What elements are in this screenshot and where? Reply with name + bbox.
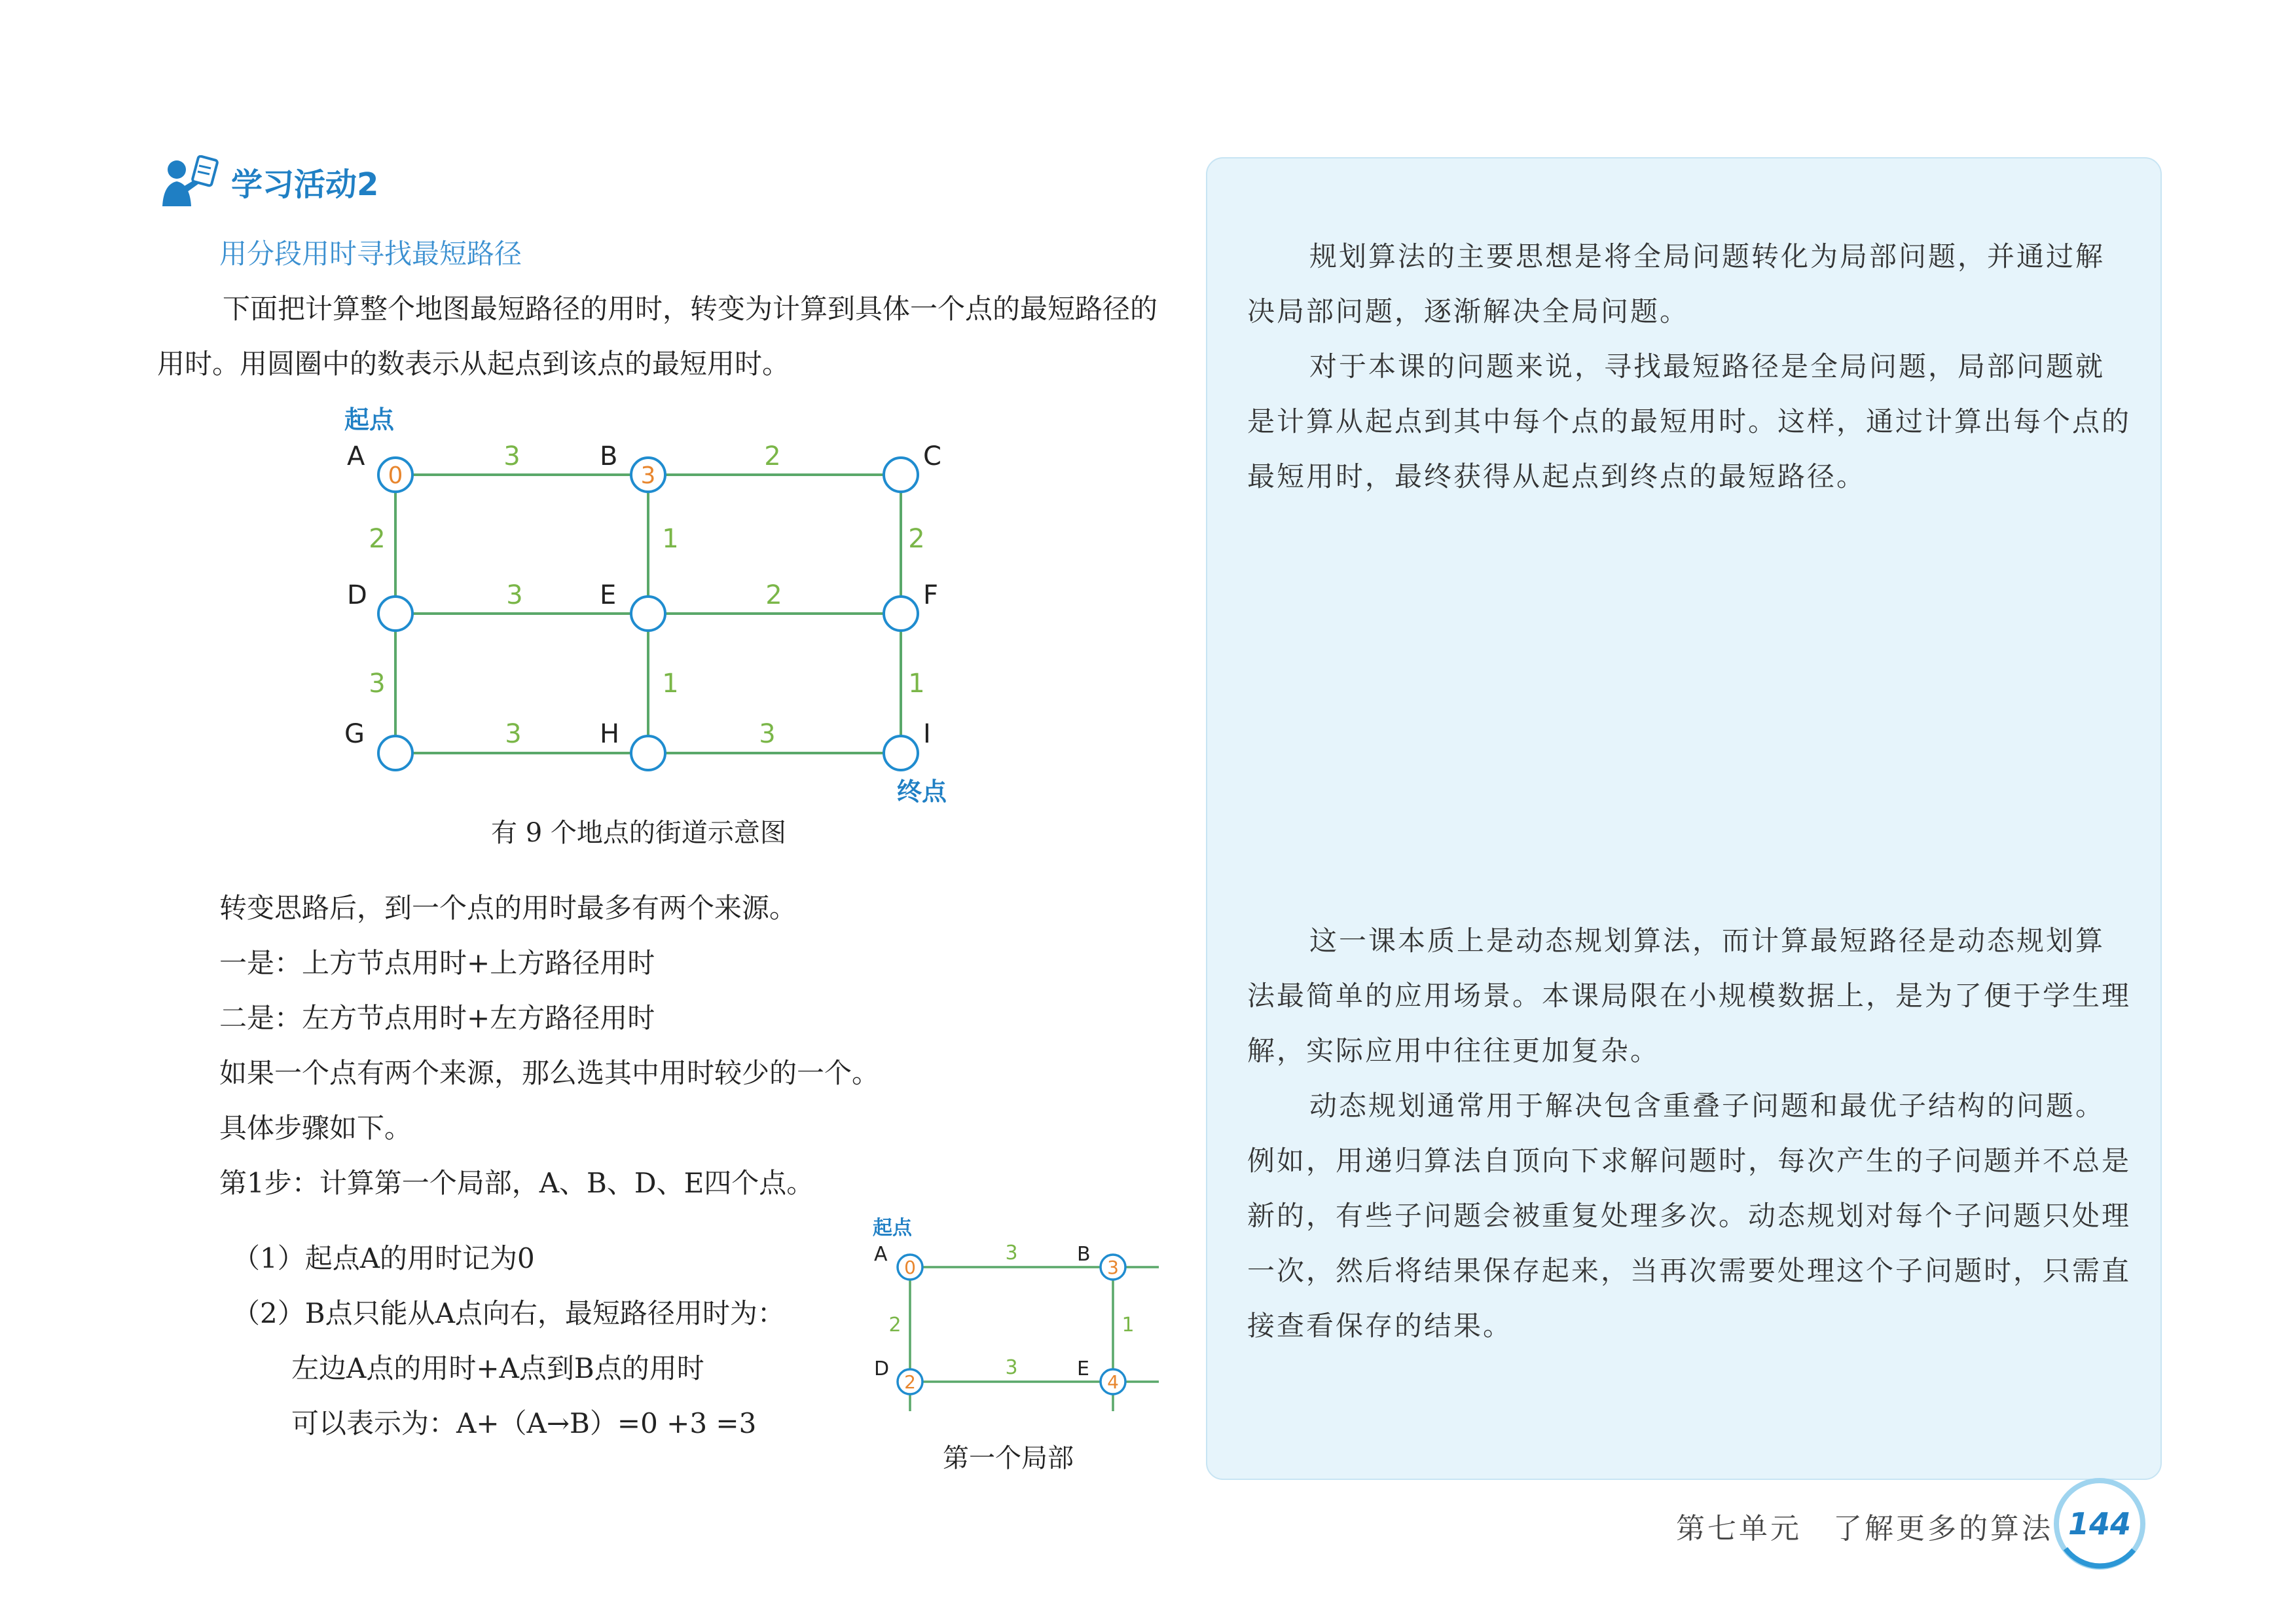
node-h — [631, 736, 665, 770]
sidebar-paragraph-4: 动态规划通常用于解决包含重叠子问题和最优子结构的问题。例如，用递归算法自顶向下求解问题时，每次产生的子问题并不总是新的，有些子问题会被重复处理多次。动态规划对每个子问题只处理一次，然后将结果保存起来，当再次需要处理这个子问题时，只需直接查看保存的结果。 — [1247, 1090, 2132, 1342]
weight-fi: 1 — [908, 669, 925, 699]
line-3: 二是：左方节点用时+左方路径用时 — [219, 1002, 655, 1034]
small-node-e-value: 4 — [1107, 1371, 1119, 1393]
start-label: 起点 — [344, 405, 395, 434]
small-weight-be: 1 — [1121, 1314, 1135, 1337]
node-i-label: I — [923, 719, 931, 749]
weight-hi: 3 — [759, 719, 776, 749]
step-2-formula: 可以表示为：A+（A→B）=0 +3 =3 — [291, 1407, 757, 1439]
partial-map-diagram — [867, 1215, 1169, 1431]
weight-ef: 2 — [765, 580, 782, 610]
line-6: 第1步：计算第一个局部，A、B、D、E四个点。 — [219, 1167, 814, 1199]
small-node-e-label: E — [1077, 1357, 1089, 1380]
node-g — [378, 736, 412, 770]
node-d-label: D — [347, 580, 367, 610]
weight-bc: 2 — [764, 441, 781, 471]
small-node-a-label: A — [874, 1243, 888, 1266]
line-5: 具体步骤如下。 — [219, 1112, 412, 1144]
partial-map-caption: 第一个局部 — [943, 1443, 1074, 1473]
weight-dg: 3 — [369, 669, 386, 699]
unit-footer: 第七单元 了解更多的算法 — [1676, 1512, 2053, 1545]
node-g-label: G — [344, 719, 365, 749]
small-node-d-label: D — [874, 1357, 890, 1380]
student-reading-icon — [157, 155, 219, 208]
sidebar-paragraph-2: 对于本课的问题来说，寻找最短路径是全局问题，局部问题就是计算从起点到其中每个点的最短用时。这样，通过计算出每个点的最短用时，最终获得从起点到终点的最短路径。 — [1247, 350, 2132, 492]
node-a-label: A — [347, 441, 365, 471]
node-c-label: C — [923, 441, 941, 471]
end-label: 终点 — [897, 777, 947, 806]
intro-paragraph: 下面把计算整个地图最短路径的用时，转变为计算到具体一个点的最短路径的用时。用圆圈中的数表示从起点到该点的最短用时。 — [157, 293, 1158, 380]
small-weight-ad: 2 — [888, 1314, 902, 1337]
sidebar-paragraph-1: 规划算法的主要思想是将全局问题转化为局部问题，并通过解决局部问题，逐渐解决全局问题。 — [1247, 240, 2105, 327]
small-node-b-value: 3 — [1107, 1257, 1119, 1278]
node-d — [378, 597, 412, 631]
weight-be: 1 — [662, 524, 679, 554]
small-start-label: 起点 — [873, 1217, 912, 1240]
line-2: 一是：上方节点用时+上方路径用时 — [219, 947, 655, 979]
weight-ab: 3 — [503, 441, 520, 471]
node-f — [884, 597, 918, 631]
node-b-value: 3 — [640, 462, 656, 489]
node-a-value: 0 — [388, 462, 403, 489]
activity-title: 学习活动2 — [231, 166, 379, 203]
main-map-caption: 有 9 个地点的街道示意图 — [491, 818, 786, 848]
explanation-lines — [219, 881, 1149, 1211]
node-h-label: H — [600, 719, 620, 749]
weight-de: 3 — [506, 580, 523, 610]
small-weight-ab: 3 — [1005, 1242, 1018, 1264]
step-1: （1）起点A的用时记为0 — [232, 1242, 535, 1274]
sidebar-section-1 — [1247, 229, 2131, 504]
page-number-badge — [2052, 1477, 2147, 1572]
small-node-d-value: 2 — [904, 1371, 916, 1393]
page-number: 144 — [2068, 1506, 2132, 1541]
weight-ad: 2 — [369, 524, 386, 554]
street-map-diagram — [327, 399, 982, 819]
weight-eh: 1 — [662, 669, 679, 699]
step-2-detail: 左边A点的用时+A点到B点的用时 — [291, 1352, 704, 1384]
section-subtitle: 用分段用时寻找最短路径 — [219, 238, 522, 270]
small-weight-de: 3 — [1005, 1356, 1018, 1379]
small-node-b-label: B — [1077, 1243, 1091, 1266]
node-b-label: B — [600, 441, 618, 471]
line-4: 如果一个点有两个来源，那么选其中用时较少的一个。 — [219, 1057, 880, 1089]
activity-heading — [157, 152, 378, 211]
node-e — [631, 597, 665, 631]
node-e-label: E — [600, 580, 617, 610]
weight-gh: 3 — [505, 719, 522, 749]
step-2: （2）B点只能从A点向右，最短路径用时为： — [232, 1297, 785, 1329]
sidebar-section-2 — [1247, 913, 2131, 1354]
sidebar-paragraph-3: 这一课本质上是动态规划算法，而计算最短路径是动态规划算法最简单的应用场景。本课局限在小规模数据上，是为了便于学生理解，实际应用中往往更加复杂。 — [1247, 925, 2132, 1067]
node-f-label: F — [923, 580, 939, 610]
step-details — [232, 1231, 785, 1451]
node-i — [884, 736, 918, 770]
node-c — [884, 458, 918, 492]
line-1: 转变思路后，到一个点的用时最多有两个来源。 — [219, 892, 797, 924]
small-node-a-value: 0 — [904, 1257, 916, 1278]
weight-cf: 2 — [908, 524, 925, 554]
